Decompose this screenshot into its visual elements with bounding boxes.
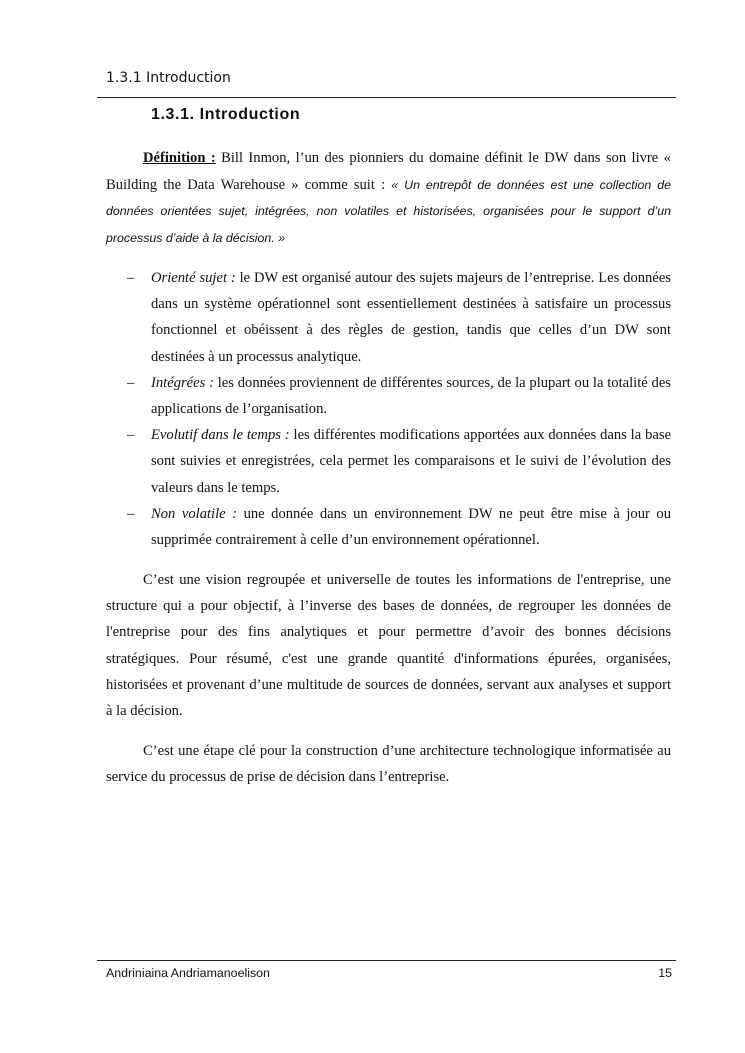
page-number: 15 xyxy=(658,966,672,980)
dash-bullet: – xyxy=(127,427,135,444)
list-item xyxy=(106,501,671,553)
summary-paragraph: C’est une vision regroupée et universelle de toutes les informations de l'entreprise, une structure qui a pour objectif, à l’inverse des bases de données, de regrouper les données de l'entreprise pour des fins analytiques et pour permettre d’avoir des bonnes décisions stratégiques. Pour résumé, c'est une grande quantité d'informations épurées, organisées, historisées et provenant d’une multitude de sources de données, servant aux analyses et support à la décision. xyxy=(106,572,671,719)
section-heading: 1.3.1. Introduction xyxy=(151,106,301,123)
item-term: Evolutif dans le temps : xyxy=(151,427,290,444)
footer-divider xyxy=(97,960,676,961)
definition-label: Définition : xyxy=(143,150,216,166)
conclusion-paragraph: C’est une étape clé pour la construction d’une architecture technologique informatisée au service du processus de prise de décision dans l’entreprise. xyxy=(106,742,671,785)
item-text: les différentes modifications apportées aux données dans la base sont suivies et enregistrées, cela permet les comparaisons et le suivi de l’évolution des valeurs dans le temps. xyxy=(151,427,672,496)
item-text: le DW est organisé autour des sujets majeurs de l’entreprise. Les données dans un système opérationnel sont essentiellement destinées à satisfaire un processus fonctionnel et obéissent à des règles de gestion, tandis que celles d’un DW sont destinées à un processus analytique. xyxy=(151,270,671,365)
list-item xyxy=(106,422,671,501)
definition-text: Bill Inmon, l’un des pionniers du domaine définit le DW dans son livre « Building the Data Warehouse » comme suit : xyxy=(106,150,671,193)
item-text: une donnée dans un environnement DW ne peut être mise à jour ou supprimée contrairement à celle d’un environnement opérationnel. xyxy=(151,505,671,549)
item-term: Orienté sujet : xyxy=(151,270,236,286)
characteristics-list xyxy=(106,265,671,553)
footer-author: Andriniaina Andriamanoelison xyxy=(106,966,270,980)
dash-bullet: – xyxy=(127,505,135,522)
definition-quote: « Un entrepôt de données est une collection de données orientées sujet, intégrées, non volatiles et historisées, organisées pour le support d’un processus d’aide à la décision. » xyxy=(106,177,672,245)
dash-bullet: – xyxy=(127,374,135,391)
running-header-title: 1.3.1 Introduction xyxy=(106,70,231,86)
list-item xyxy=(106,370,671,422)
header-divider xyxy=(97,97,676,98)
definition-paragraph xyxy=(106,145,671,251)
dash-bullet: – xyxy=(127,270,135,286)
item-term: Intégrées : xyxy=(151,374,214,391)
item-text: les données proviennent de différentes sources, de la plupart ou la totalité des applications de l’organisation. xyxy=(151,374,671,418)
list-item xyxy=(106,265,671,370)
item-term: Non volatile : xyxy=(151,505,238,522)
page-body xyxy=(106,145,671,790)
